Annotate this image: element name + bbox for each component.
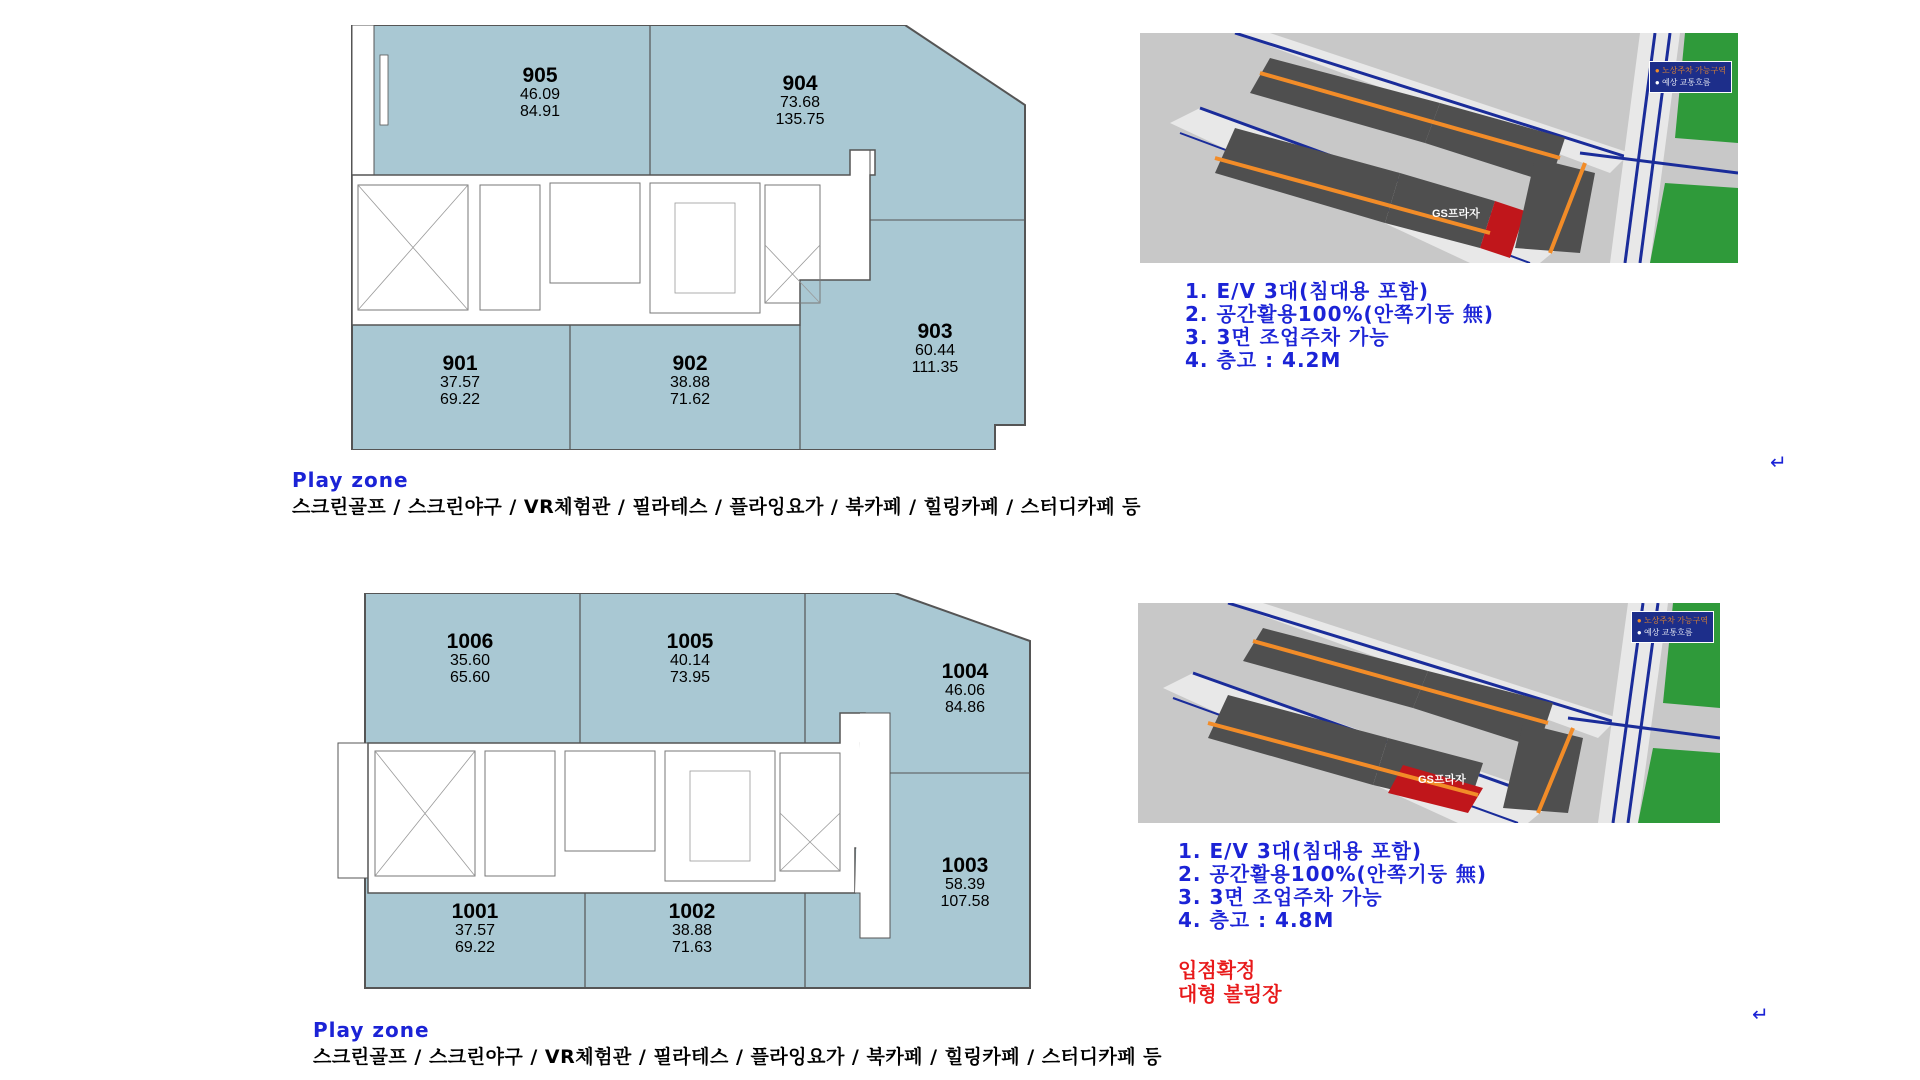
unit-area-2: 65.60 — [449, 668, 491, 686]
feature-ceiling: 4. 층고 : 4.2M — [1185, 348, 1342, 372]
unit-number: 1005 — [666, 630, 714, 653]
note-bowling: 대형 볼링장 — [1178, 982, 1282, 1006]
floor10-features — [1178, 840, 1487, 932]
legend-traffic: ● 예상 교통흐름 — [1654, 78, 1711, 87]
confirmed-tenant-note — [1178, 958, 1282, 1006]
unit-area-1: 37.57 — [439, 374, 481, 392]
unit-number: 1002 — [668, 900, 716, 923]
unit-area-2: 84.86 — [944, 698, 986, 716]
unit-1001 — [415, 901, 535, 957]
unit-903 — [875, 321, 995, 377]
unit-area-1: 40.14 — [669, 652, 711, 670]
unit-1006 — [410, 631, 530, 687]
unit-901 — [400, 353, 520, 409]
unit-number: 904 — [782, 72, 818, 95]
floor10-zone-title: Play zone — [313, 1018, 430, 1042]
floor9-zone-list: 스크린골프 / 스크린야구 / VR체험관 / 필라테스 / 플라잉요가 / 북카페 / 힐링카페 / 스터디카페 등 — [292, 496, 1142, 518]
unit-area-1: 35.60 — [449, 652, 491, 670]
unit-number: 905 — [522, 64, 558, 87]
unit-area-1: 60.44 — [914, 342, 956, 360]
unit-area-2: 111.35 — [911, 358, 959, 376]
legend-parking: ● 노상주차 가능구역 — [1654, 66, 1726, 75]
unit-number: 901 — [442, 352, 478, 375]
floor10-zone-list: 스크린골프 / 스크린야구 / VR체험관 / 필라테스 / 플라잉요가 / 북카페 / 힐링카페 / 스터디카페 등 — [313, 1046, 1163, 1068]
feature-elevator: 1. E/V 3대(침대용 포함) — [1185, 279, 1429, 303]
map-legend — [1649, 61, 1732, 93]
unit-area-1: 58.39 — [944, 876, 986, 894]
floor10-location-map — [1138, 603, 1720, 823]
floor9-location-map — [1140, 33, 1738, 263]
unit-number: 1003 — [941, 854, 989, 877]
feature-space: 2. 공간활용100%(안쪽기둥 無) — [1185, 302, 1495, 326]
feature-parking: 3. 3면 조업주차 가능 — [1178, 885, 1383, 909]
unit-904 — [740, 73, 860, 129]
unit-area-2: 73.95 — [669, 668, 711, 686]
unit-area-1: 46.06 — [944, 682, 986, 700]
floor9-zone-title: Play zone — [292, 468, 409, 492]
unit-number: 1006 — [446, 630, 494, 653]
legend-parking: ● 노상주차 가능구역 — [1636, 616, 1708, 625]
unit-number: 1004 — [941, 660, 989, 683]
unit-area-2: 84.91 — [519, 102, 561, 120]
unit-1003 — [905, 855, 1025, 911]
unit-area-2: 107.58 — [940, 892, 990, 910]
unit-905 — [480, 65, 600, 121]
unit-1004 — [905, 661, 1025, 717]
unit-902 — [630, 353, 750, 409]
unit-number: 1001 — [451, 900, 499, 923]
feature-parking: 3. 3면 조업주차 가능 — [1185, 325, 1390, 349]
unit-area-1: 37.57 — [454, 922, 496, 940]
unit-area-2: 71.62 — [669, 390, 711, 408]
map-legend — [1631, 611, 1714, 643]
return-mark-1: ↵ — [1770, 450, 1787, 474]
unit-area-1: 46.09 — [519, 86, 561, 104]
return-mark-2: ↵ — [1752, 1002, 1769, 1026]
feature-ceiling: 4. 층고 : 4.8M — [1178, 908, 1335, 932]
feature-elevator: 1. E/V 3대(침대용 포함) — [1178, 839, 1422, 863]
unit-area-2: 71.63 — [671, 938, 713, 956]
gs-plaza-label: GS프라자 — [1418, 774, 1466, 786]
unit-area-2: 69.22 — [439, 390, 481, 408]
floor10-plan — [330, 593, 1040, 1003]
unit-number: 903 — [917, 320, 953, 343]
unit-area-2: 69.22 — [454, 938, 496, 956]
unit-1005 — [630, 631, 750, 687]
unit-area-1: 38.88 — [671, 922, 713, 940]
unit-number: 902 — [672, 352, 708, 375]
unit-area-1: 38.88 — [669, 374, 711, 392]
unit-area-1: 73.68 — [779, 94, 821, 112]
gs-plaza-label: GS프라자 — [1432, 208, 1480, 220]
floor9-plan — [340, 25, 1040, 450]
note-confirmed: 입점확정 — [1178, 958, 1256, 982]
unit-1002 — [632, 901, 752, 957]
feature-space: 2. 공간활용100%(안쪽기둥 無) — [1178, 862, 1488, 886]
legend-traffic: ● 예상 교통흐름 — [1636, 628, 1693, 637]
floor9-features — [1185, 280, 1494, 372]
unit-area-2: 135.75 — [775, 110, 825, 128]
